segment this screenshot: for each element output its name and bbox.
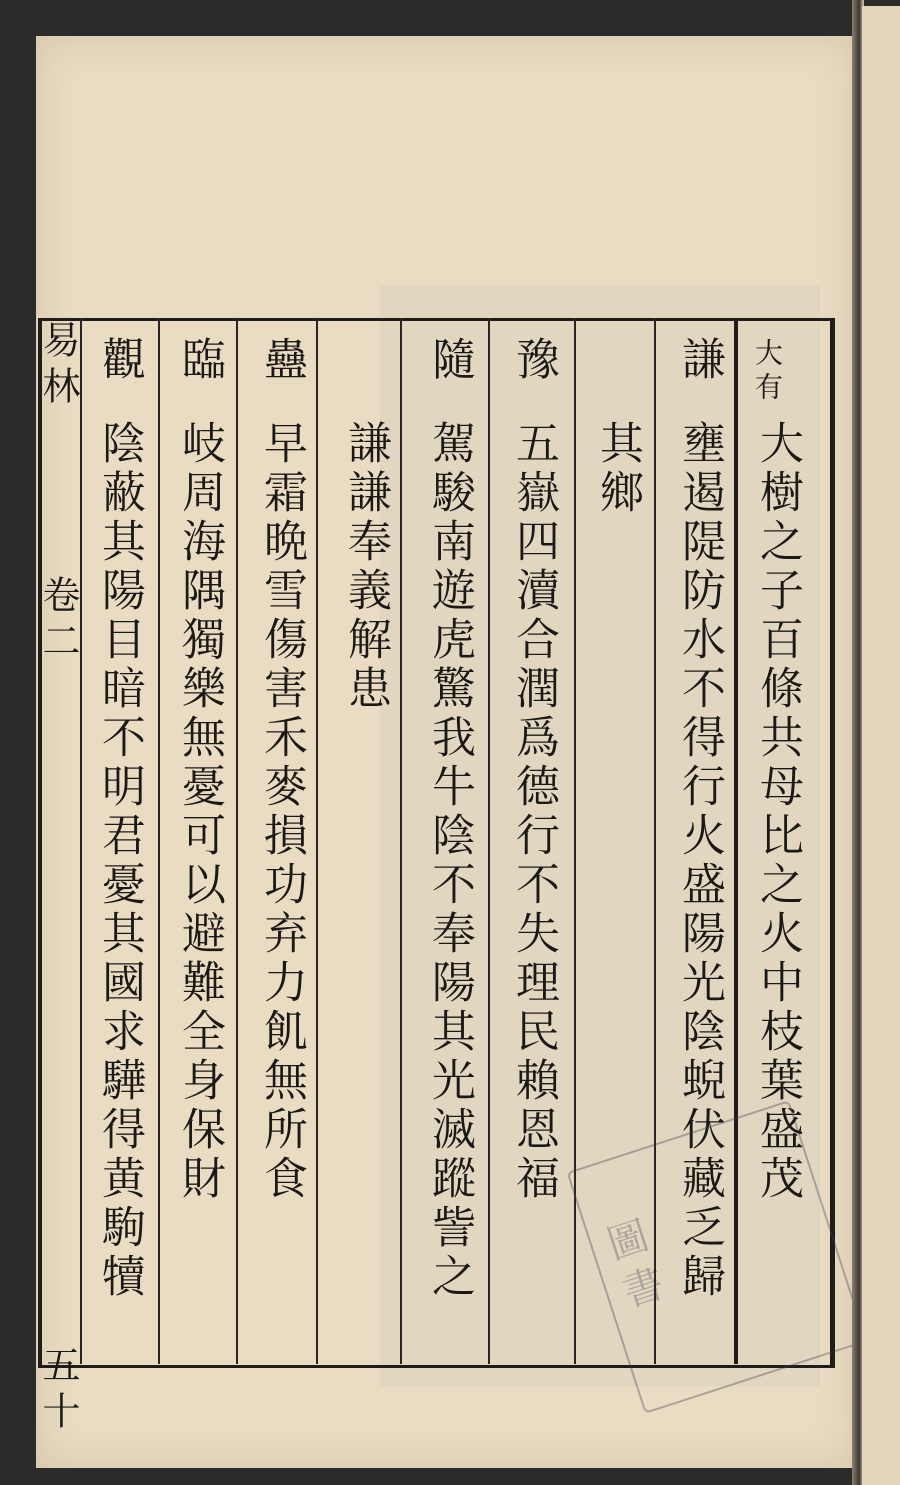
hexagram-label: 豫 — [508, 336, 559, 385]
verse-continuation: 謙謙奉義解患 — [340, 420, 391, 714]
hexagram-label: 隨 — [424, 336, 475, 385]
column-rule — [236, 318, 238, 1364]
seal-text: 圖書 — [596, 1213, 671, 1324]
hexagram-label: 蠱 — [256, 336, 307, 385]
hexagram-label: 觀 — [94, 336, 145, 385]
column-rule — [574, 318, 576, 1364]
verse-text: 岐周海隅獨樂無憂可以避難全身保財 — [174, 420, 225, 1204]
margin-folio: 五十 — [36, 1345, 80, 1437]
facing-page-edge — [862, 6, 900, 1485]
verse-text: 駕駿南遊虎驚我牛陰不奉陽其光滅蹤訾之 — [424, 420, 475, 1302]
margin-volume: 卷二 — [36, 575, 80, 667]
hexagram-label: 臨 — [174, 336, 225, 385]
column-rule — [400, 318, 402, 1364]
column-rule — [80, 318, 82, 1364]
column-rule — [488, 318, 490, 1364]
column-rule — [316, 318, 318, 1364]
verse-text: 五嶽四瀆合潤爲德行不失理民賴恩福 — [508, 420, 559, 1204]
column-rule — [158, 318, 160, 1364]
verse-text: 大樹之子百條共母比之火中枝葉盛茂 — [752, 420, 803, 1204]
hexagram-label: 大有 — [751, 338, 784, 406]
verse-text: 壅遏隄防水不得行火盛陽光陰蜺伏藏乏歸 — [674, 420, 725, 1302]
margin-title: 易林 — [36, 320, 80, 412]
hexagram-label: 謙 — [674, 336, 725, 385]
verse-text: 陰蔽其陽目暗不明君憂其國求驊得黄駒犢 — [94, 420, 145, 1302]
verse-continuation: 其鄉 — [592, 420, 643, 518]
verse-text: 早霜晩雪傷害禾麥損功弃力飢無所食 — [256, 420, 307, 1204]
